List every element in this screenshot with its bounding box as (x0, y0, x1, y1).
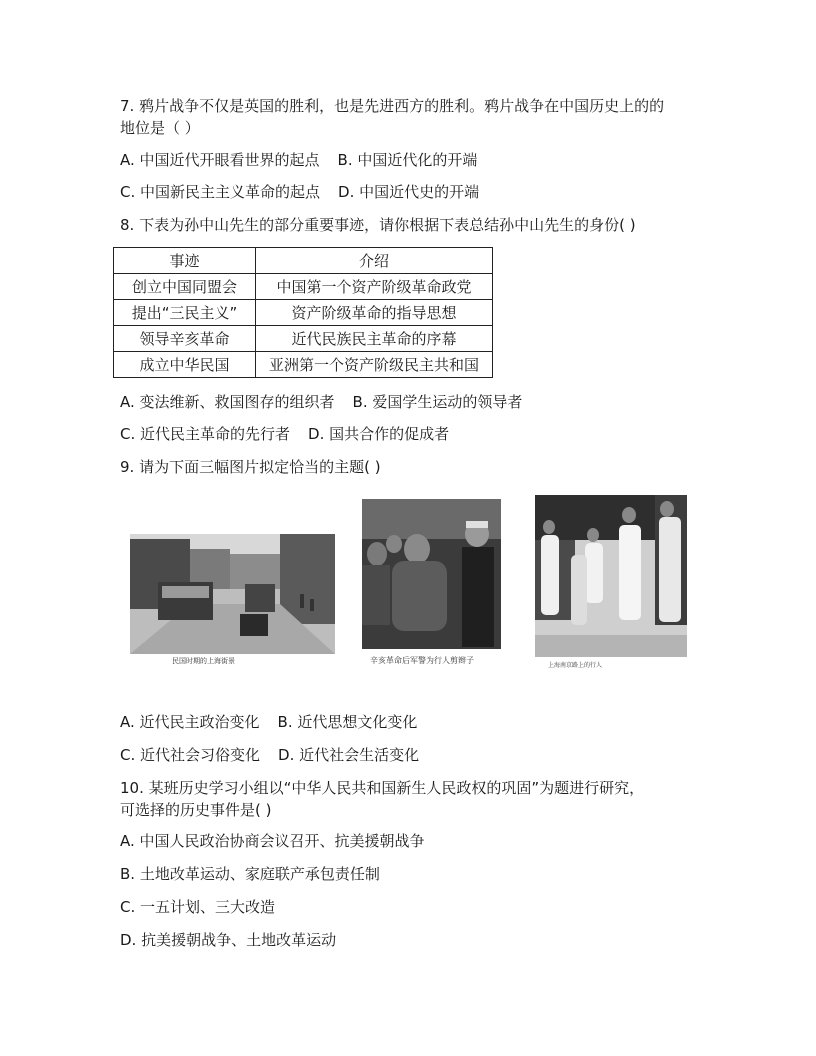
pedestrians-photo-caption: 上海南京路上的行人 (548, 662, 603, 669)
q10-option-b: B. 土地改革运动、家庭联产承包责任制 (120, 865, 380, 883)
q9-option-c: C. 近代社会习俗变化 (120, 746, 261, 764)
q8-option-c: C. 近代民主革命的先行者 (120, 425, 291, 443)
q10-option-c: C. 一五计划、三大改造 (120, 898, 276, 916)
q8-option-d: D. 国共合作的促成者 (308, 425, 450, 443)
q9-stem: 9. 请为下面三幅图片拟定恰当的主题( ) (120, 458, 381, 476)
q10-stem-line2: 可选择的历史事件是( ) (120, 801, 272, 819)
table-cell: 资产阶级革命的指导思想 (256, 300, 493, 326)
q9-option-a: A. 近代民主政治变化 (120, 713, 260, 731)
q8-option-a: A. 变法维新、救国图存的组织者 (120, 393, 335, 411)
table-row (114, 274, 493, 300)
table-cell: 成立中华民国 (114, 352, 256, 378)
q8-stem: 8. 下表为孙中山先生的部分重要事迹，请你根据下表总结孙中山先生的身份( ) (120, 216, 636, 234)
q7-stem-line2: 地位是（ ） (120, 119, 200, 137)
table-cell: 提出“三民主义” (114, 300, 256, 326)
q9-option-b: B. 近代思想文化变化 (277, 713, 418, 731)
street-photo (130, 534, 335, 654)
table-header-cell: 介绍 (256, 248, 493, 274)
q9-option-d: D. 近代社会生活变化 (278, 746, 420, 764)
queue-cutting-photo-caption: 辛亥革命后军警为行人剪辫子 (370, 656, 474, 665)
q8-options-row1 (120, 392, 522, 412)
q7-options-row2 (120, 182, 479, 202)
q8-option-b: B. 爱国学生运动的领导者 (352, 393, 523, 411)
pedestrians-photo (535, 495, 687, 657)
q7-options-row1 (120, 150, 477, 170)
street-photo-caption: 民国时期的上海街景 (172, 657, 235, 665)
q9-options-row1 (120, 712, 417, 732)
q7-stem-line1: 7. 鸦片战争不仅是英国的胜利，也是先进西方的胜利。鸦片战争在中国历史上的的 (120, 97, 665, 115)
table-header-row (114, 248, 493, 274)
q7-option-b: B. 中国近代化的开端 (337, 151, 478, 169)
q10-option-d: D. 抗美援朝战争、土地改革运动 (120, 931, 337, 949)
q8-options-row2 (120, 424, 449, 444)
queue-cutting-photo (362, 499, 501, 649)
q7-option-a: A. 中国近代开眼看世界的起点 (120, 151, 320, 169)
q10-option-a: A. 中国人民政治协商会议召开、抗美援朝战争 (120, 832, 425, 850)
table-header-cell: 事迹 (114, 248, 256, 274)
table-row (114, 352, 493, 378)
q10-stem-line1: 10. 某班历史学习小组以“中华人民共和国新生人民政权的巩固”为题进行研究， (120, 779, 645, 797)
table-row (114, 300, 493, 326)
table-cell: 中国第一个资产阶级革命政党 (256, 274, 493, 300)
table-cell: 亚洲第一个资产阶级民主共和国 (256, 352, 493, 378)
q7-option-c: C. 中国新民主主义革命的起点 (120, 183, 321, 201)
table-cell: 创立中国同盟会 (114, 274, 256, 300)
deeds-table (113, 247, 493, 378)
q9-options-row2 (120, 745, 419, 765)
table-cell: 领导辛亥革命 (114, 326, 256, 352)
q7-option-d: D. 中国近代史的开端 (338, 183, 480, 201)
table-cell: 近代民族民主革命的序幕 (256, 326, 493, 352)
table-row (114, 326, 493, 352)
